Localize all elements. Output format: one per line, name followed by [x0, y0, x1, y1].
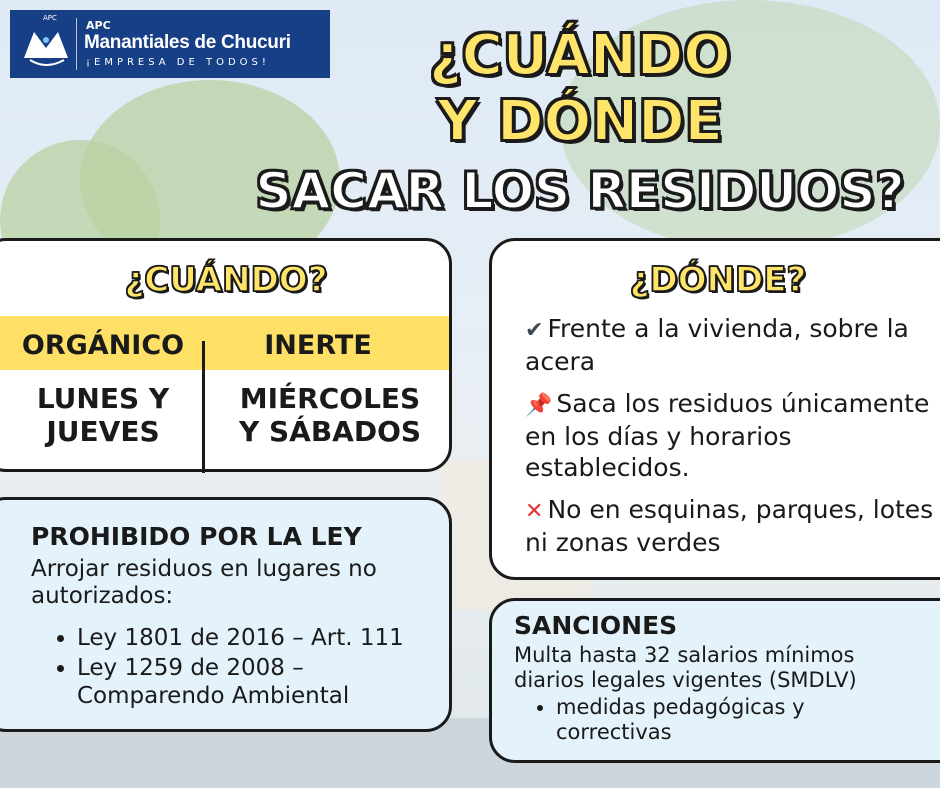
prohibited-text: Arrojar residuos en lugares no autorizados:: [31, 556, 377, 609]
where-item-not-allowed: ✕ No en esquinas, parques, lotes ni zonas verdes: [525, 495, 934, 557]
where-heading: ¿DÓNDE?: [629, 260, 807, 300]
sanctions-text: Multa hasta 32 salarios mínimos diarios legales vigentes (SMDLV): [514, 643, 857, 692]
logo-company-name: Manantiales de Chucuri: [84, 32, 291, 53]
where-item-schedule: 📌 Saca los residuos únicamente en los días y horarios establecidos.: [525, 389, 930, 482]
law-item: • Ley 1259 de 2008 – Comparendo Ambiental: [77, 654, 447, 710]
sanctions-list: [514, 695, 916, 745]
logo-divider: [76, 18, 77, 70]
sanctions-card: [489, 598, 940, 763]
sanction-item: • medidas pedagógicas y correctivas: [556, 695, 916, 745]
where-item-sidewalk: ✔ Frente a la vivienda, sobre la acera: [525, 314, 909, 376]
where-card: [489, 238, 940, 580]
pushpin-icon: 📌: [525, 393, 553, 418]
title-line-1: ¿CUÁNDO: [429, 23, 731, 88]
cross-mark-icon: ✕: [525, 499, 544, 524]
prohibited-card: [0, 497, 452, 732]
title-line-3: SACAR LOS RESIDUOS?: [255, 162, 905, 220]
sanctions-title: SANCIONES: [514, 611, 678, 640]
inert-days: MIÉRCOLES Y SÁBADOS: [238, 382, 422, 448]
title-line-2: Y DÓNDE: [437, 89, 723, 154]
law-list: [33, 624, 447, 712]
inert-header: INERTE: [264, 330, 372, 361]
logo-slogan: ¡EMPRESA DE TODOS!: [86, 57, 270, 68]
when-heading: ¿CUÁNDO?: [124, 260, 328, 300]
organic-header: ORGÁNICO: [21, 330, 185, 361]
when-card: [0, 238, 452, 472]
law-item: • Ley 1801 de 2016 – Art. 111: [77, 624, 447, 652]
prohibited-title: PROHIBIDO POR LA LEY: [31, 522, 362, 551]
logo-apc: APC: [86, 19, 111, 32]
organic-days: LUNES Y JUEVES: [36, 382, 170, 448]
water-drop-logo-icon: [20, 18, 72, 70]
check-mark-icon: ✔: [525, 318, 544, 343]
logo-mark-text: APC: [43, 14, 57, 22]
